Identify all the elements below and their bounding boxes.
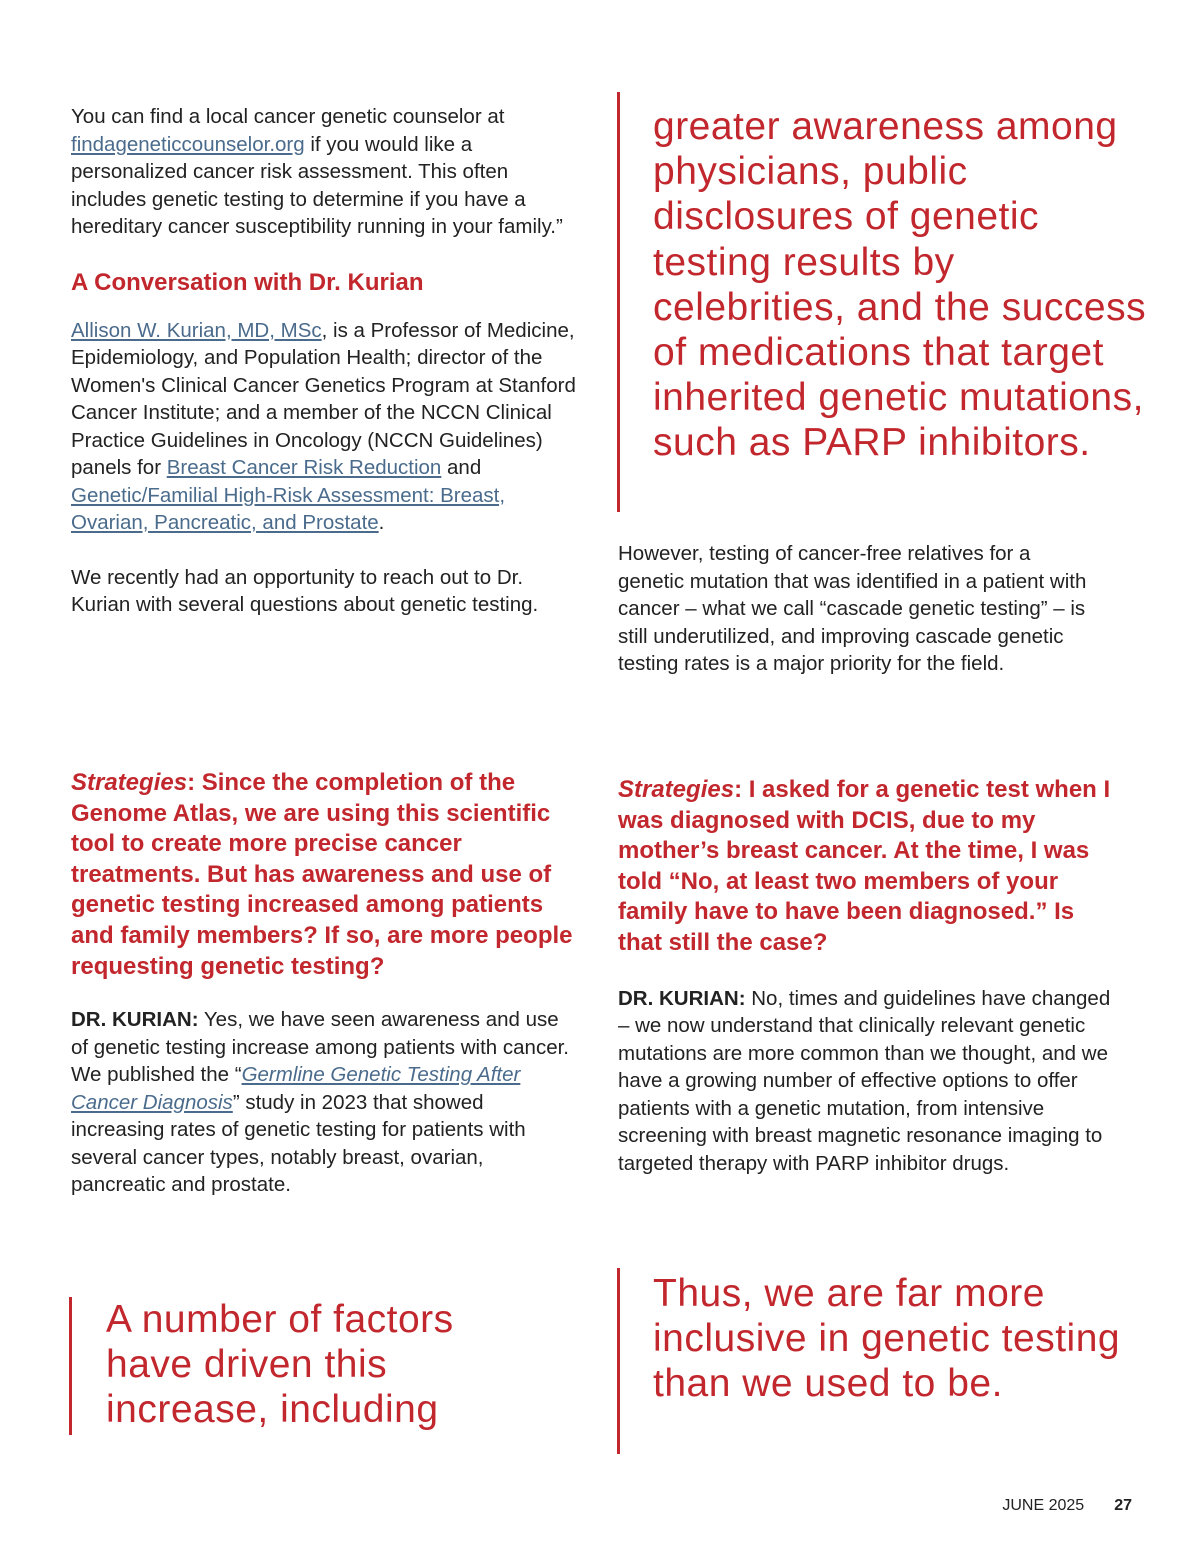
right-column	[618, 540, 1118, 678]
section-heading: A Conversation with Dr. Kurian	[71, 268, 424, 296]
question-right	[618, 775, 1123, 959]
answer-left	[71, 1006, 581, 1199]
opportunity-paragraph: We recently had an opportunity to reach out to Dr. Kurian with several questions about genetic testing.	[71, 565, 539, 616]
kurian-profile-link[interactable]: Allison W. Kurian, MD, MSc	[71, 318, 322, 342]
bio-paragraph	[71, 317, 586, 537]
right-question-block	[618, 775, 1123, 1177]
strategies-label-right: Strategies	[618, 776, 735, 803]
bio-text: , is a Professor of Medicine, Epidemiology, and Population Health; director of the Women's Clinical Cancer Genetics Program at Stanford Cancer Institute; and a member of the NCCN Clinical Practice Guidelines in Oncology (NCCN Guidelines) panels for	[71, 318, 576, 479]
left-question-block	[71, 768, 586, 1199]
strategies-label: Strategies	[71, 769, 188, 796]
pullquote-bottom-right	[617, 1268, 1123, 1454]
page-footer	[1002, 1497, 1132, 1515]
intro-text: You can find a local cancer genetic counselor at	[71, 105, 505, 128]
issue-date: JUNE 2025	[1002, 1497, 1085, 1514]
genetic-familial-assessment-link[interactable]: Genetic/Familial High-Risk Assessment: Breast, Ovarian, Pancreatic, and Prostate	[71, 483, 506, 534]
intro-text-end: if you would like a personalized cancer risk assessment. This often includes genetic testing to determine if you have a hereditary cancer susceptibility running in your family.”	[71, 132, 563, 238]
germline-study-link[interactable]: Germline Genetic Testing After Cancer Diagnosis	[71, 1063, 521, 1114]
pullquote-left	[69, 1297, 546, 1435]
question-left-text: : Since the completion of the Genome Atlas, we are using this scientific tool to create more precise cancer treatments. But has awareness and use of genetic testing increased among patients and family members? If so, are more people requesting genetic testing?	[71, 769, 573, 980]
counselor-link[interactable]: findageneticcounselor.org	[71, 132, 305, 156]
question-left	[71, 768, 586, 982]
answer-left-text: Yes, we have seen awareness and use of genetic testing increase among patients with cancer. We published the “	[71, 1008, 569, 1087]
left-column	[71, 103, 586, 619]
bio-text-end: .	[378, 511, 385, 534]
pullquote-top-right	[617, 92, 1153, 512]
breast-cancer-risk-reduction-link[interactable]: Breast Cancer Risk Reduction	[166, 456, 442, 479]
question-right-text: : I asked for a genetic test when I was diagnosed with DCIS, due to my mother’s breast cancer. At the time, I was told “No, at least two members of your family have to have been diagnosed.” Is that still the case?	[618, 776, 1111, 956]
answer-left-text-end: ” study in 2023 that showed increasing rates of genetic testing for patients with several cancer types, notably breast, ovarian, pancreatic and prostate.	[71, 1090, 526, 1197]
bio-text-and: and	[441, 456, 482, 479]
pullquote-top-text: greater awareness among physicians, public disclosures of genetic testing results by celebrities, and the success of medications that target inherited genetic mutations, such as PARP inhibitors.	[653, 105, 1147, 465]
pullquote-left-text: A number of factors have driven this increase, including	[106, 1298, 454, 1431]
intro-paragraph	[71, 103, 581, 241]
answer-right-text: No, times and guidelines have changed – we now understand that clinically relevant genetic mutations are more common than we thought, and we have a growing number of effective options to offer patients with a genetic mutation, from intensive screening with breast magnetic resonance imaging to targeted therapy with PARP inhibitor drugs.	[618, 986, 1111, 1175]
speaker-label: DR. KURIAN:	[71, 1008, 199, 1032]
speaker-label-right: DR. KURIAN:	[618, 986, 746, 1010]
page-number: 27	[1114, 1497, 1132, 1514]
cascade-paragraph: However, testing of cancer-free relatives for a genetic mutation that was identified in a patient with cancer – what we call “cascade genetic testing” – is still underutilized, and improving cascade genetic testing rates is a major priority for the field.	[618, 542, 1087, 675]
pullquote-bottom-text: Thus, we are far more inclusive in genetic testing than we used to be.	[653, 1272, 1121, 1406]
answer-right	[618, 985, 1113, 1178]
